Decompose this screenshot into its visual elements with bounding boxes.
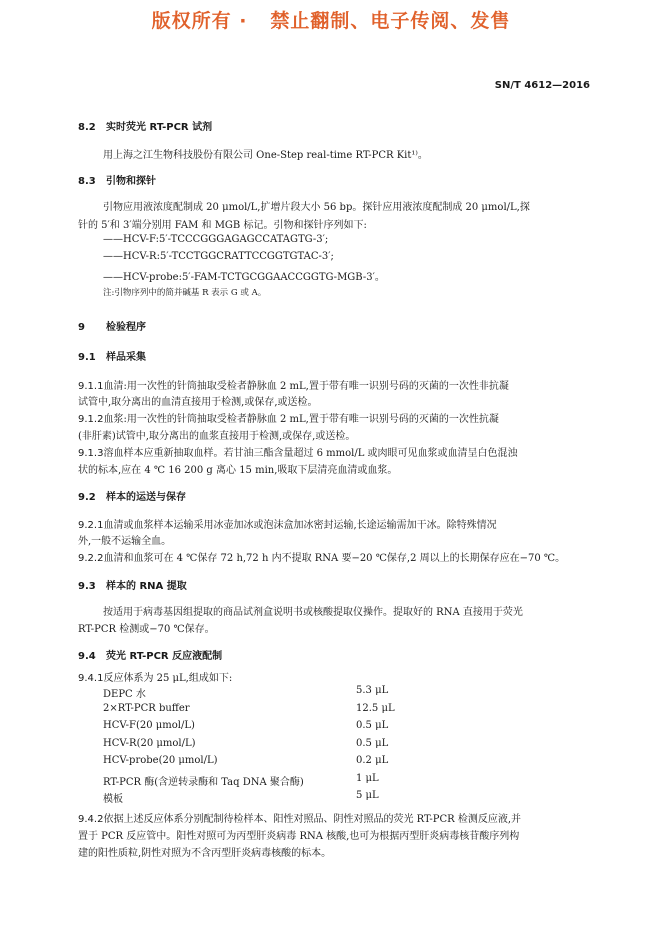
section-heading-9-2: 9.2 样本的运送与保存 — [78, 492, 186, 503]
component-volume: 0.5 μL — [356, 737, 389, 749]
component-name: DEPC 水 — [103, 689, 146, 700]
paragraph-8-3-line: 引物应用液浓度配制成 20 μmol/L,扩增片段大小 56 bp。探针应用液浓度配制成 20 μmol/L,探 — [103, 202, 530, 213]
section-heading-8-3: 8.3 引物和探针 — [78, 176, 156, 187]
note: 注:引物序列中的简并碱基 R 表示 G 或 A。 — [103, 288, 267, 298]
component-volume: 12.5 μL — [356, 702, 395, 714]
table-row — [103, 755, 433, 773]
copyright-watermark: 版权所有 · 禁止翻制、电子传阅、发售 — [151, 10, 511, 32]
table-row — [103, 703, 433, 721]
table-row — [103, 773, 433, 791]
clause-line: 试管中,取分离出的血清直接用于检测,或保存,或送检。 — [78, 397, 318, 408]
clause-line: 外,一般不运输全血。 — [78, 536, 172, 547]
table-row — [103, 790, 433, 808]
section-heading-9-1: 9.1 样品采集 — [78, 352, 146, 363]
primer-item: ——HCV-R:5′-TCCTGGCRATTCCGGTGTAC-3′; — [103, 251, 334, 262]
primer-item: ——HCV-F:5′-TCCCGGGAGAGCCATAGTG-3′; — [103, 234, 329, 245]
component-volume: 0.2 μL — [356, 755, 389, 766]
component-volume: 5.3 μL — [356, 685, 389, 696]
section-heading-9-3: 9.3 样本的 RNA 提取 — [78, 581, 187, 592]
section-heading-9-4: 9.4 荧光 RT-PCR 反应液配制 — [78, 651, 223, 662]
standard-code: SN/T 4612—2016 — [494, 80, 590, 91]
component-volume: 0.5 μL — [356, 720, 389, 731]
component-name: 2×RT-PCR buffer — [103, 702, 190, 714]
component-name: 模板 — [103, 794, 123, 805]
clause-line: 置于 PCR 反应管中。阳性对照可为丙型肝炎病毒 RNA 核酸,也可为根据丙型肝炎病毒核苷酸序列构 — [78, 831, 520, 842]
section-heading-9: 9 检验程序 — [78, 322, 146, 333]
clause-line: (非肝素)试管中,取分离出的血浆直接用于检测,或保存,或送检。 — [78, 431, 356, 442]
section-heading-8-2: 8.2 实时荧光 RT-PCR 试剂 — [78, 122, 213, 133]
primer-item: ——HCV-probe:5′-FAM-TCTGCGGAACCGGTG-MGB-3′。 — [103, 272, 385, 283]
paragraph-9-3-line: RT-PCR 检测或−70 ℃保存。 — [78, 624, 215, 635]
table-row — [103, 685, 433, 703]
component-name: HCV-F(20 μmol/L) — [103, 720, 195, 731]
clause-9-1-2: 9.1.2血浆:用一次性的针筒抽取受检者静脉血 2 mL,置于带有唯一识别号码的灭菌的一次性抗凝 — [78, 414, 499, 425]
component-name: HCV-probe(20 μmol/L) — [103, 755, 218, 766]
table-row — [103, 738, 433, 756]
component-name: HCV-R(20 μmol/L) — [103, 737, 196, 749]
clause-line: 建的阳性质粒,阴性对照为不含丙型肝炎病毒核酸的标本。 — [78, 848, 332, 859]
clause-9-4-1: 9.4.1反应体系为 25 μL,组成如下: — [78, 673, 233, 684]
clause-9-2-2: 9.2.2血清和血浆可在 4 ℃保存 72 h,72 h 内不提取 RNA 要−20 ℃保存,2 周以上的长期保存应在−70 ℃。 — [78, 553, 566, 564]
paragraph-8-3-line: 针的 5′和 3′端分别用 FAM 和 MGB 标记。引物和探针序列如下: — [78, 220, 367, 231]
component-volume: 1 μL — [356, 772, 379, 784]
clause-9-4-2: 9.4.2依据上述反应体系分别配制待检样本、阳性对照品、阴性对照品的荧光 RT-PCR 检测反应液,并 — [78, 814, 522, 825]
paragraph-9-3-line: 按适用于病毒基因组提取的商品试剂盒说明书或核酸提取仪操作。提取好的 RNA 直接用于荧光 — [103, 607, 523, 618]
clause-9-1-3: 9.1.3溶血样本应重新抽取血样。若甘油三酯含量超过 6 mmol/L 或肉眼可见血浆或血清呈白色混浊 — [78, 448, 518, 459]
component-name: RT-PCR 酶(含逆转录酶和 Taq DNA 聚合酶) — [103, 776, 304, 788]
clause-9-2-1: 9.2.1血清或血浆样本运输采用冰壶加冰或泡沫盒加冰密封运输,长途运输需加干冰。除特殊情况 — [78, 520, 497, 531]
reaction-component-table — [103, 685, 433, 808]
component-volume: 5 μL — [356, 790, 379, 801]
paragraph-8-2: 用上海之江生物科技股份有限公司 One-Step real-time RT-PCR Kit¹⁾。 — [103, 150, 428, 161]
clause-9-1-1: 9.1.1血清:用一次性的针筒抽取受检者静脉血 2 mL,置于带有唯一识别号码的灭菌的一次性非抗凝 — [78, 381, 509, 392]
table-row — [103, 720, 433, 738]
clause-line: 状的标本,应在 4 ℃ 16 200 g 离心 15 min,吸取下层清亮血清或血浆。 — [78, 465, 398, 476]
